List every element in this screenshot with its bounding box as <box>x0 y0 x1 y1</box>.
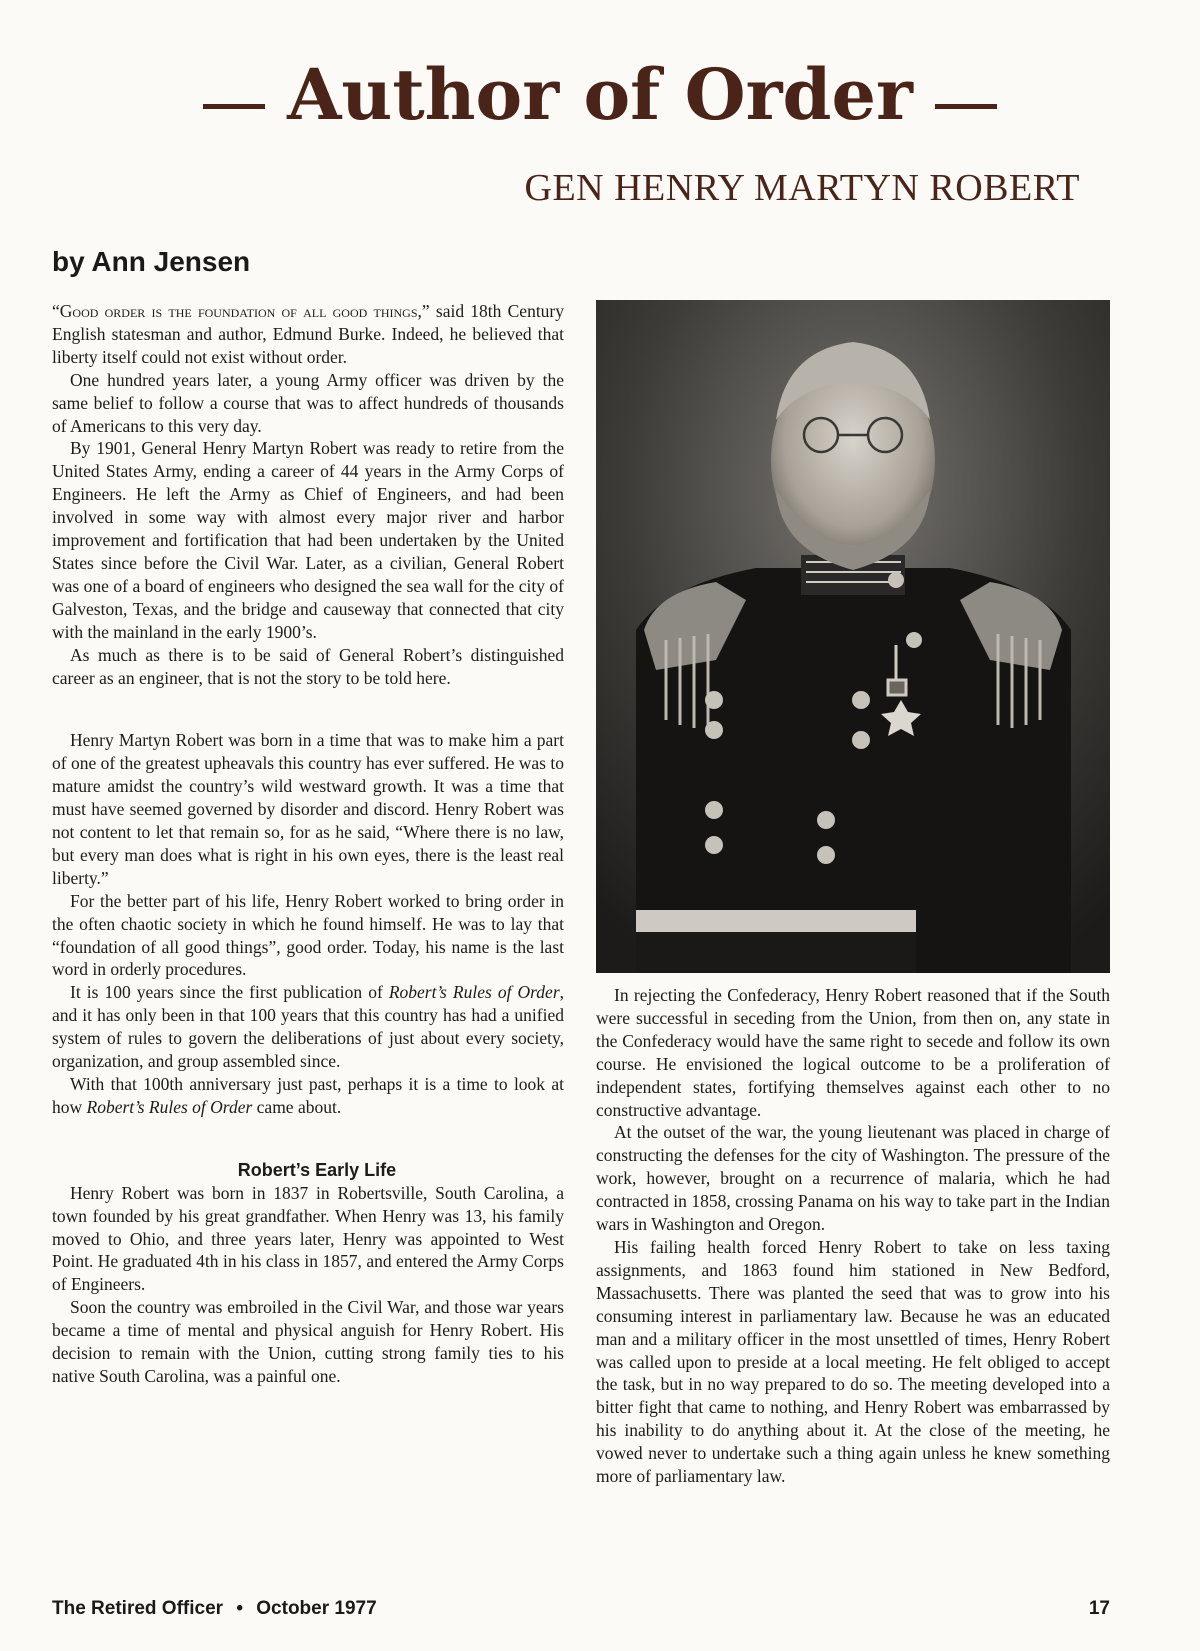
paragraph: By 1901, General Henry Martyn Robert was ready to retire from the United States Army, ending a career of 44 years in the Army Corps of Engineers. He left the Army as Chief of Engineers, and had been involved in some way with almost every major river and harbor improvement and fortification that had been undertaken by the United States since before the Civil War. Later, as a civilian, General Robert was one of a board of engineers who designed the sea wall for the city of Galveston, Texas, and the bridge and causeway that connected that city with the mainland in the early 1900’s. <box>52 438 564 642</box>
section-heading: Robert’s Early Life <box>237 1159 397 1180</box>
paragraph <box>52 1073 564 1119</box>
paragraph-text: , and it has only been in that 100 years that this country has had a unified system of rules to govern the deliberations of just about every society, organization, and group assembled since. <box>52 982 565 1072</box>
paragraph: At the outset of the war, the young lieutenant was placed in charge of constructing the defenses for the city of Washington. The pressure of the work, however, brought on a recurrence of malaria, which he had contracted in 1858, crossing Panama on his way to take part in the Indian wars in Washington and Oregon. <box>596 1122 1110 1235</box>
lead-small-caps: “Good order is the foundation of all good things,” <box>52 301 430 321</box>
page-subtitle: GEN HENRY MARTYN ROBERT <box>524 167 1080 209</box>
title-dash-right <box>935 104 997 109</box>
publication-date: October 1977 <box>256 1598 377 1619</box>
page-title: Author of Order <box>287 53 913 136</box>
book-title: Robert’s Rules of Order <box>388 982 560 1003</box>
book-title: Robert’s Rules of Order <box>86 1096 253 1117</box>
publication-name: The Retired Officer <box>52 1598 224 1619</box>
paragraph-text: came about. <box>252 1096 342 1117</box>
footer-bullet: • <box>236 1598 243 1619</box>
paragraph: Henry Robert was born in 1837 in Robertsville, South Carolina, a town founded by his great grandfather. When Henry was 13, his family moved to Ohio, and three years later, Henry was appointed to West Point. He graduated 4th in his class in 1857, and entered the Army Corps of Engineers. <box>52 1182 564 1295</box>
footer-publication-info <box>52 1598 377 1620</box>
byline: by Ann Jensen <box>52 246 251 277</box>
paragraph: As much as there is to be said of General Robert’s distinguished career as an engineer, that is not the story to be told here. <box>52 644 564 688</box>
page-footer <box>52 1598 1110 1620</box>
paragraph: One hundred years later, a young Army officer was driven by the same belief to follow a course that was to affect hundreds of thousands of Americans to this very day. <box>52 369 564 436</box>
portrait-photo <box>596 300 1110 973</box>
paragraph <box>52 300 564 369</box>
paragraph: Soon the country was embroiled in the Civil War, and those war years became a time of mental and physical anguish for Henry Robert. His decision to remain with the Union, cutting strong family ties to his native South Carolina, was a painful one. <box>52 1297 564 1386</box>
page-number: 17 <box>1088 1598 1110 1619</box>
paragraph: For the better part of his life, Henry Robert worked to bring order in the often chaotic society in which he found himself. He was to lay that “foundation of all good things”, good order. Today, his name is the last word in orderly procedures. <box>52 890 564 980</box>
article-column-right <box>596 984 1110 1488</box>
paragraph: His failing health forced Henry Robert to take on less taxing assignments, and 1863 found him stationed in New Bedford, Massachusetts. There was planted the seed that was to grow into his consuming interest in parliamentary law. Because he was an educated man and a military officer in the most unsettled of times, Henry Robert was called upon to preside at a local meeting. He felt obliged to accept the task, but in no way prepared to do so. The meeting developed into a bitter fight that came to nothing, and Henry Robert was embarrassed by his inability to do anything about it. At the close of the meeting, he vowed never to undertake such a thing again unless he knew something more of parliamentary law. <box>596 1236 1110 1487</box>
paragraph <box>52 981 564 1073</box>
title-block <box>0 53 1200 136</box>
paragraph: Henry Martyn Robert was born in a time that was to make him a part of one of the greatest upheavals this country has ever suffered. He was to mature amidst the country’s wild westward growth. It was a time that must have seemed governed by disorder and discord. Henry Robert was not content to let that remain so, for as he said, “Where there is no law, but every man does what is right in his own eyes, there is the least real liberty.” <box>52 730 564 888</box>
paragraph-text: It is 100 years since the first publication of <box>70 982 389 1003</box>
paragraph: In rejecting the Confederacy, Henry Robert reasoned that if the South were successful in seceding from the Union, from then on, any state in the Confederacy would have the same right to secede and follow its own course. He envisioned the logical outcome to be a proliferation of independent states, fortifying themselves against each other to no constructive advantage. <box>596 985 1110 1120</box>
title-dash-left <box>203 104 265 109</box>
portrait-illustration <box>596 300 1110 973</box>
paragraph-text: said 18th Century English statesman and author, Edmund Burke. Indeed, he believed that liberty itself could not exist without order. <box>52 301 565 367</box>
article-column-left <box>52 300 564 1388</box>
paragraph-text: With that 100th anniversary just past, perhaps it is a time to look at how <box>52 1074 564 1117</box>
